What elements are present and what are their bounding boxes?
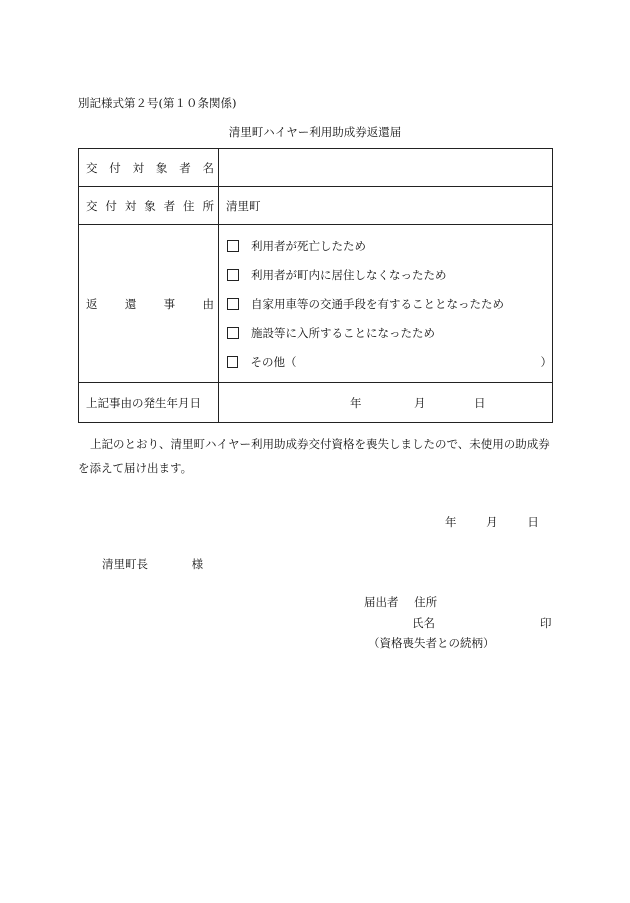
recipient-address-label bbox=[79, 187, 219, 225]
reason-option-moved-away[interactable] bbox=[227, 260, 552, 289]
mayor-title: 清里町長 bbox=[102, 557, 148, 571]
address-label: 住所 bbox=[414, 595, 438, 609]
table-row-occurrence-date bbox=[79, 383, 553, 423]
label-char: 対 bbox=[132, 160, 145, 175]
label-char: 者 bbox=[163, 198, 176, 213]
label-char: 交 bbox=[86, 198, 98, 213]
other-reason-field[interactable] bbox=[250, 354, 552, 370]
label-char: 還 bbox=[124, 296, 137, 311]
occurrence-date-field[interactable] bbox=[219, 383, 553, 423]
label-chars bbox=[86, 160, 214, 176]
addressee bbox=[102, 556, 203, 572]
year-label: 年 bbox=[350, 395, 362, 410]
label-char: 所 bbox=[202, 198, 214, 213]
label-char: 象 bbox=[155, 160, 168, 175]
applicant-name-label[interactable]: 氏名 bbox=[412, 616, 435, 630]
return-reason-label bbox=[79, 225, 219, 383]
applicant-label: 届出者 bbox=[364, 595, 399, 609]
label-chars bbox=[86, 296, 214, 312]
seal-mark: 印 bbox=[540, 616, 552, 630]
occurrence-date-label: 上記事由の発生年月日 bbox=[79, 383, 219, 423]
day-label: 日 bbox=[474, 395, 486, 410]
label-char: 対 bbox=[124, 198, 137, 213]
other-reason-close: ） bbox=[540, 354, 552, 369]
reason-option-label: 自家用車等の交通手段を有することとなったため bbox=[251, 296, 504, 311]
label-char: 事 bbox=[163, 296, 176, 311]
reason-option-label: 施設等に入所することになったため bbox=[251, 325, 435, 340]
checkbox-icon[interactable] bbox=[227, 269, 239, 281]
honorific: 様 bbox=[191, 557, 204, 571]
document-title: 清里町ハイヤー利用助成券返還届 bbox=[228, 125, 402, 139]
reason-option-other[interactable] bbox=[227, 347, 552, 376]
label-char: 交 bbox=[86, 160, 98, 175]
recipient-name-field[interactable] bbox=[219, 149, 553, 187]
label-char: 付 bbox=[109, 160, 121, 175]
checkbox-icon[interactable] bbox=[227, 298, 239, 310]
table-row-return-reason bbox=[79, 225, 553, 383]
checkbox-icon[interactable] bbox=[227, 327, 239, 339]
return-reason-options bbox=[219, 225, 553, 383]
label-char: 付 bbox=[105, 198, 117, 213]
label-chars bbox=[86, 198, 214, 214]
label-char: 由 bbox=[202, 296, 214, 311]
table-row-recipient-name bbox=[79, 149, 553, 187]
label-char: 象 bbox=[144, 198, 156, 213]
reason-option-deceased[interactable] bbox=[227, 231, 552, 260]
month-label: 月 bbox=[414, 395, 426, 410]
applicant-address-line[interactable] bbox=[364, 594, 437, 610]
label-char: 返 bbox=[86, 296, 98, 311]
recipient-address-field[interactable]: 清里町 bbox=[219, 187, 553, 225]
day-label: 日 bbox=[527, 515, 539, 529]
other-reason-open: その他（ bbox=[250, 354, 297, 369]
checkbox-icon[interactable] bbox=[227, 240, 239, 252]
reason-option-label: 利用者が町内に居住しなくなったため bbox=[251, 267, 447, 282]
relation-note: （資格喪失者との続柄） bbox=[368, 636, 495, 650]
label-char: 者 bbox=[179, 160, 191, 175]
year-label: 年 bbox=[445, 515, 457, 529]
checkbox-icon[interactable] bbox=[227, 356, 238, 368]
reason-option-facility[interactable] bbox=[227, 318, 552, 347]
statement-text: 上記のとおり、清里町ハイヤー利用助成券交付資格を喪失しましたので、未使用の助成券を添えて届け出ます。 bbox=[78, 437, 550, 475]
label-char: 名 bbox=[202, 160, 214, 175]
submission-date[interactable] bbox=[445, 514, 539, 530]
form-label: 別記様式第２号(第１０条関係) bbox=[78, 96, 237, 110]
return-form-table bbox=[78, 148, 553, 423]
month-label: 月 bbox=[486, 515, 498, 529]
recipient-name-label bbox=[79, 149, 219, 187]
reason-option-own-vehicle[interactable] bbox=[227, 289, 552, 318]
reason-option-label: 利用者が死亡したため bbox=[251, 238, 366, 253]
table-row-recipient-address bbox=[79, 187, 553, 225]
label-char: 住 bbox=[183, 198, 195, 213]
